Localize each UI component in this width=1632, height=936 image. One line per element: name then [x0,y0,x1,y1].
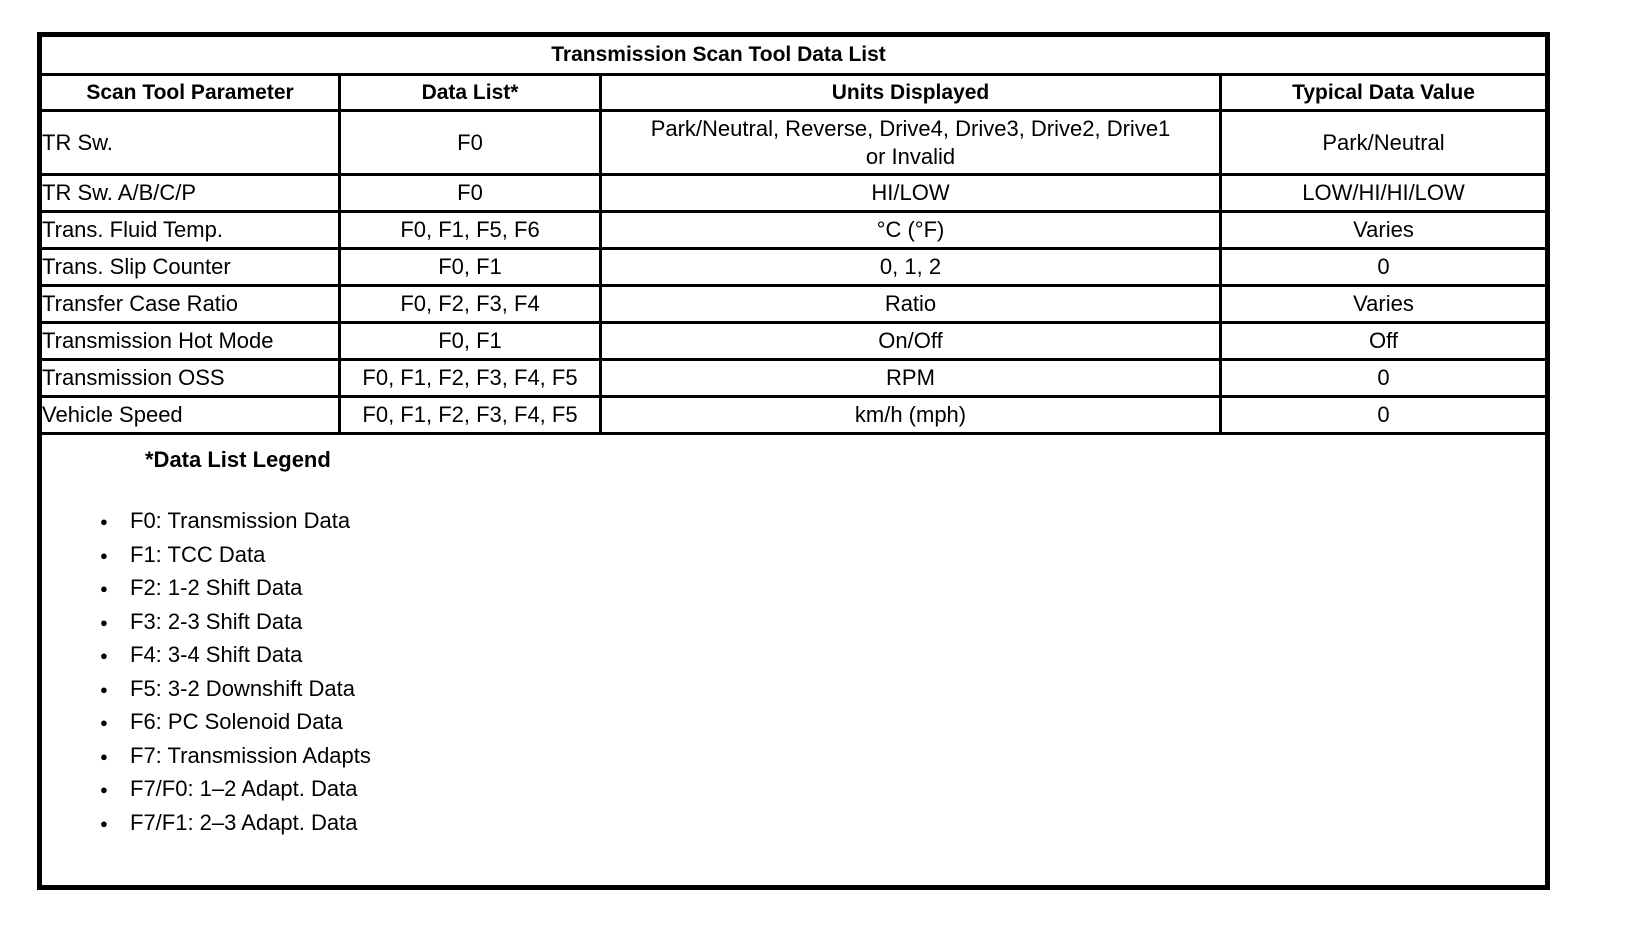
cell-typical-value: 0 [1221,249,1548,286]
cell-units [601,323,1221,360]
cell-parameter: Transfer Case Ratio [40,286,340,323]
column-header-data-list: Data List* [340,75,601,111]
cell-units-text: Park/Neutral, Reverse, Drive4, Drive3, Drive2, Drive1 or Invalid [650,116,1171,169]
legend-item-f7-f1: ● F7/F1: 2–3 Adapt. Data [100,807,1545,841]
cell-units-text: °C (°F) [876,217,945,243]
table-row-tr-sw [40,111,1548,175]
cell-typical-value: LOW/HI/HI/LOW [1221,175,1548,212]
cell-typical-value: Varies [1221,286,1548,323]
legend-item-f7-f0: ● F7/F0: 1–2 Adapt. Data [100,773,1545,807]
cell-parameter: Vehicle Speed [40,397,340,434]
legend-item-f1: ● F1: TCC Data [100,539,1545,573]
table-row-trans-fluid-temp [40,212,1548,249]
table-row-trans-slip-counter [40,249,1548,286]
legend-item-f6: ● F6: PC Solenoid Data [100,706,1545,740]
cell-units [601,175,1221,212]
cell-data-list: F0, F1 [340,249,601,286]
cell-units-text: HI/LOW [871,180,950,206]
table-row-tr-sw-abcp [40,175,1548,212]
cell-parameter: Transmission Hot Mode [40,323,340,360]
cell-units-text: km/h (mph) [854,402,967,428]
legend-item-f7: ● F7: Transmission Adapts [100,740,1545,774]
cell-typical-value: 0 [1221,360,1548,397]
cell-typical-value: Varies [1221,212,1548,249]
transmission-scan-tool-data-table [37,32,1550,890]
cell-units [601,111,1221,175]
legend-item-f3: ● F3: 2-3 Shift Data [100,606,1545,640]
cell-parameter: TR Sw. [40,111,340,175]
column-header-typical-data-value: Typical Data Value [1221,75,1548,111]
legend-item-f4: ● F4: 3-4 Shift Data [100,639,1545,673]
legend-heading: *Data List Legend [145,447,331,472]
table-title: Transmission Scan Tool Data List [40,35,1548,75]
legend-cell [40,434,1548,888]
cell-units-text: On/Off [878,328,943,354]
cell-units-text: 0, 1, 2 [879,254,942,280]
cell-parameter: TR Sw. A/B/C/P [40,175,340,212]
cell-data-list: F0 [340,175,601,212]
legend-item-f0: ● F0: Transmission Data [100,505,1545,539]
cell-typical-value: 0 [1221,397,1548,434]
cell-units-text: Ratio [884,291,937,317]
table-row-transmission-hot-mode [40,323,1548,360]
legend-row [40,434,1548,888]
column-header-units-displayed: Units Displayed [601,75,1221,111]
cell-data-list: F0, F2, F3, F4 [340,286,601,323]
cell-typical-value: Off [1221,323,1548,360]
cell-units [601,249,1221,286]
cell-parameter: Transmission OSS [40,360,340,397]
table-header-row [40,75,1548,111]
table-row-transmission-oss [40,360,1548,397]
cell-units [601,286,1221,323]
cell-data-list: F0, F1, F2, F3, F4, F5 [340,360,601,397]
legend-item-f5: ● F5: 3-2 Downshift Data [100,673,1545,707]
cell-data-list: F0, F1, F5, F6 [340,212,601,249]
cell-units [601,397,1221,434]
cell-parameter: Trans. Slip Counter [40,249,340,286]
column-header-scan-tool-parameter: Scan Tool Parameter [40,75,340,111]
cell-data-list: F0 [340,111,601,175]
legend-item-f2: ● F2: 1-2 Shift Data [100,572,1545,606]
legend-list [42,505,1545,840]
cell-units-text: RPM [886,365,935,391]
table-title-row [40,35,1548,75]
cell-typical-value: Park/Neutral [1221,111,1548,175]
cell-parameter: Trans. Fluid Temp. [40,212,340,249]
cell-units [601,212,1221,249]
cell-data-list: F0, F1, F2, F3, F4, F5 [340,397,601,434]
cell-data-list: F0, F1 [340,323,601,360]
table-row-vehicle-speed [40,397,1548,434]
table-row-transfer-case-ratio [40,286,1548,323]
cell-units [601,360,1221,397]
